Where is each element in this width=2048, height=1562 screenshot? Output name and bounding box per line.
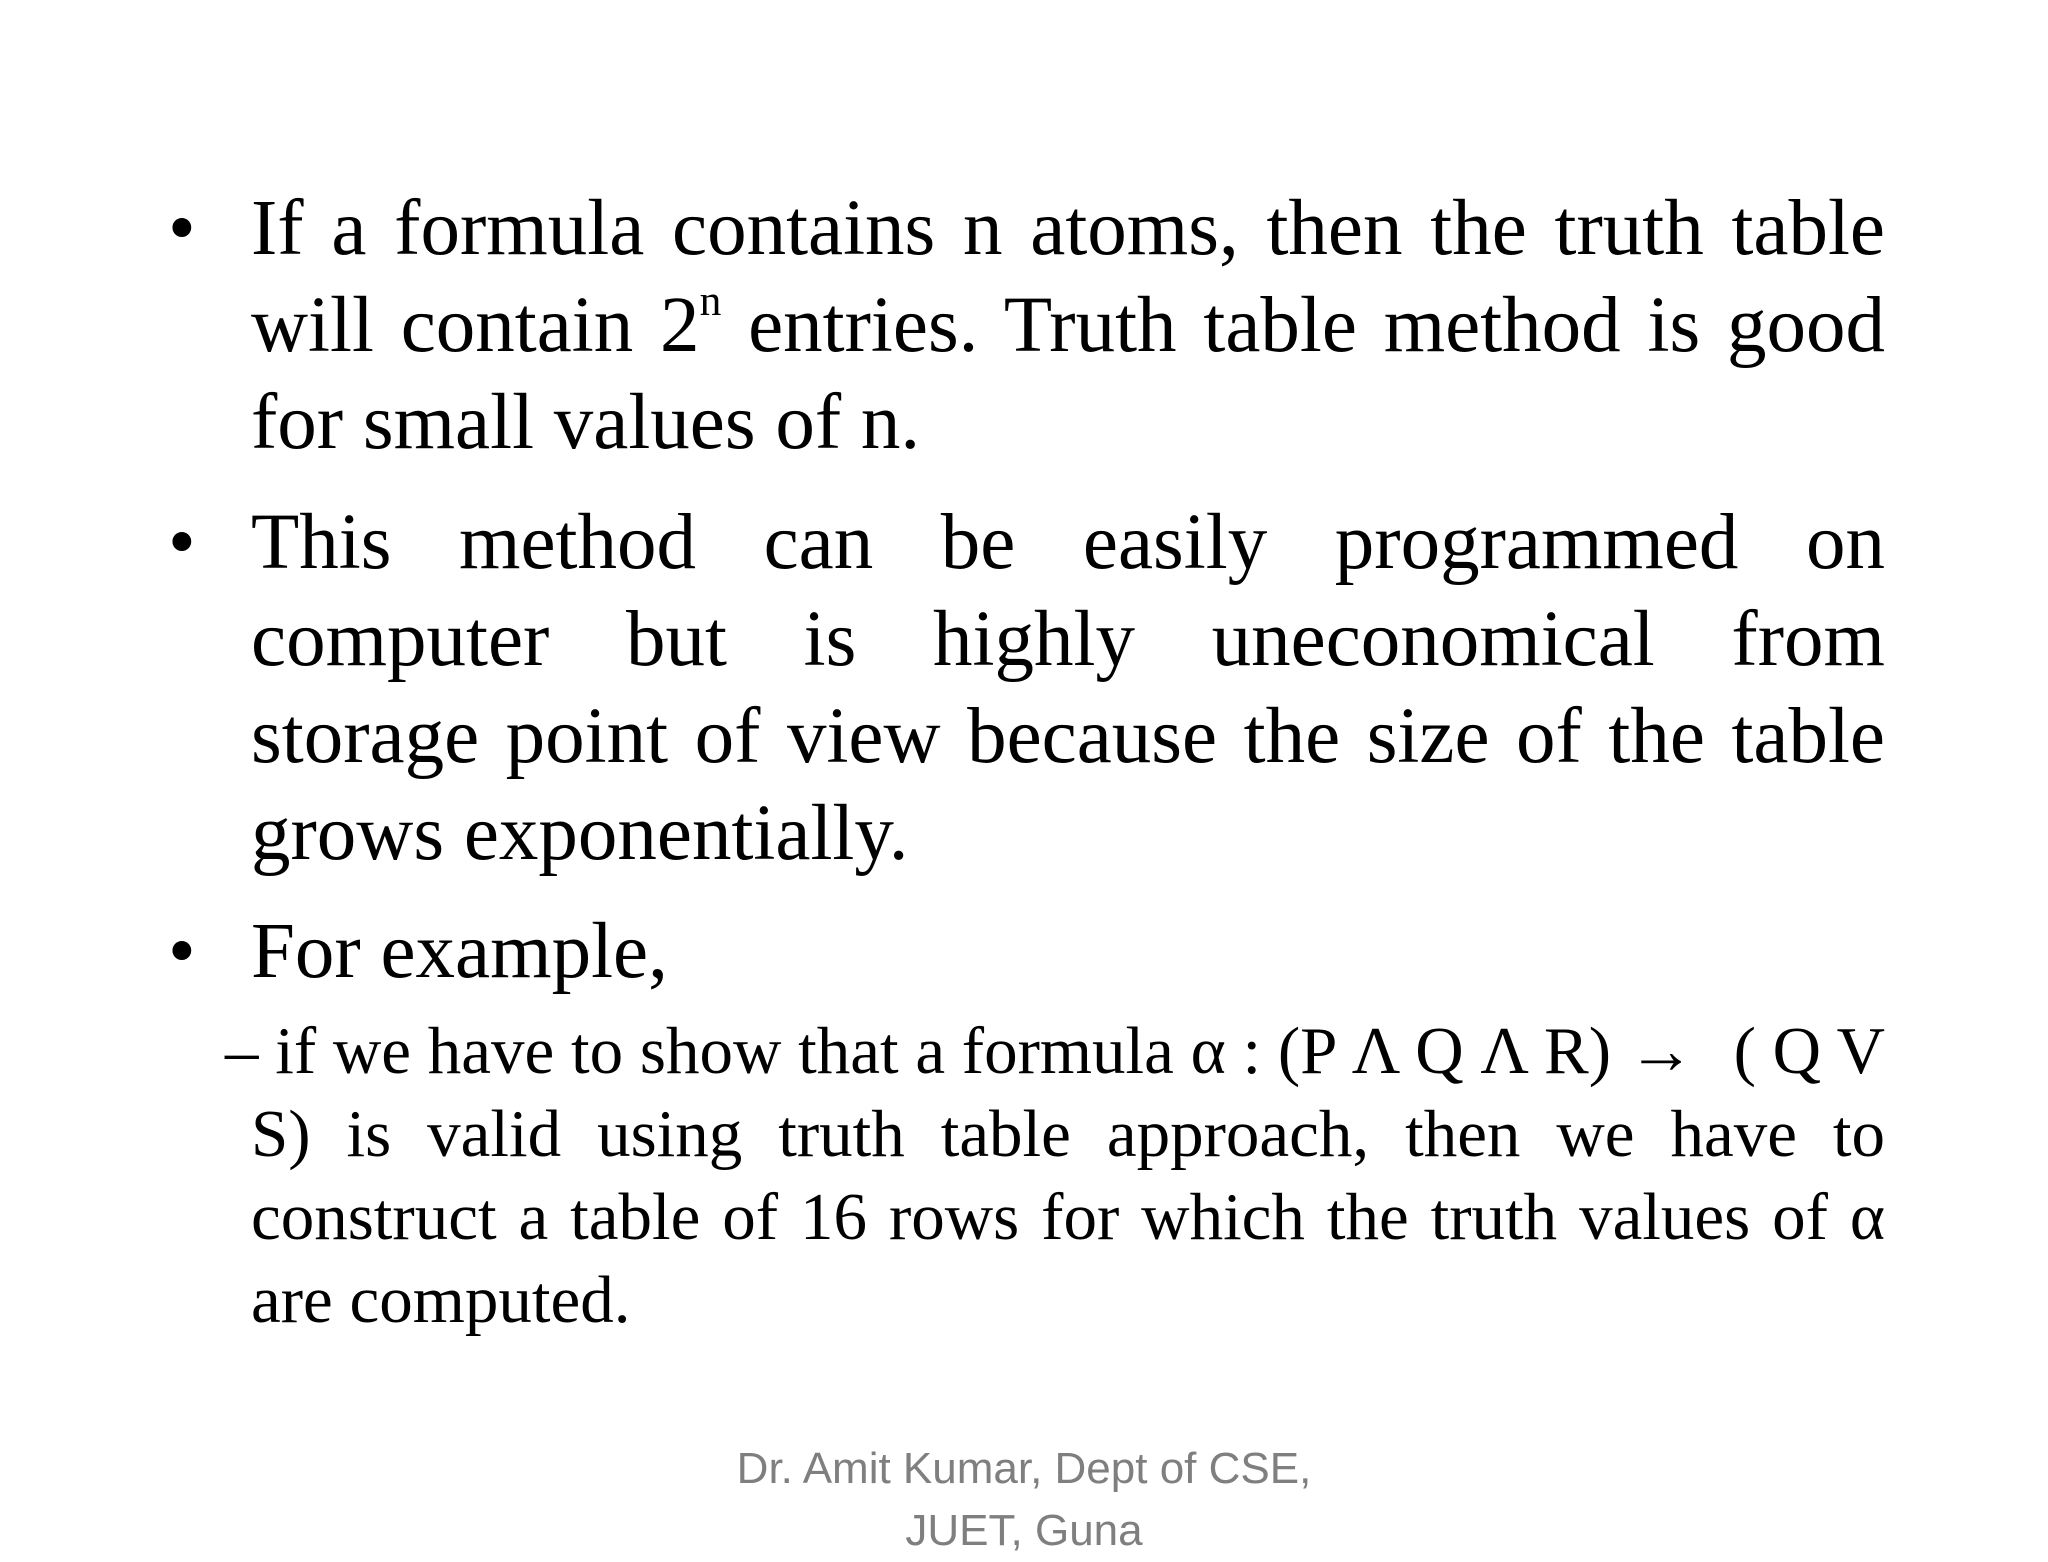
bullet-2-line-2: computer but is highly uneconomical from <box>251 596 1885 683</box>
sub-item-line-1-left <box>225 1010 1695 1093</box>
bullet-2-line-1: This method can be easily programmed on <box>251 499 1885 586</box>
bullet-3 <box>251 903 1885 1000</box>
footer-line-2: JUET, Guna <box>905 1506 1143 1555</box>
bullet-1-line-1: If a formula contains n atoms, then the truth table <box>251 185 1885 272</box>
sub-item-body <box>251 1093 1885 1342</box>
sub-item-line-1-text: if we have to show that a formula α : (P Λ Q Λ R) → <box>275 1014 1695 1088</box>
bullet-1-line-2-prefix: will contain 2 <box>251 282 700 369</box>
sub-item-line-2: S) is valid using truth table approach, then we have to <box>251 1097 1885 1171</box>
sub-item-line-3: construct a table of 16 rows for which the truth values of α <box>251 1180 1885 1254</box>
bullet-1-line-2 <box>251 277 1885 374</box>
bullet-1-line-2-rest: entries. Truth table method is good <box>748 282 1885 369</box>
exponent-superscript: n <box>699 276 722 325</box>
bullet-3-line-1: For example, <box>251 908 668 995</box>
sub-item-line-4: are computed. <box>251 1263 631 1337</box>
bullet-1-line-3: for small values of n. <box>251 379 921 466</box>
bullet-dot: • <box>168 908 196 995</box>
sub-dash: – <box>225 1014 259 1088</box>
bullet-2-line-4: grows exponentially. <box>251 790 909 877</box>
slide-footer <box>0 1438 2048 1562</box>
sub-item-line-1 <box>225 1010 1885 1093</box>
footer-line-1: Dr. Amit Kumar, Dept of CSE, <box>736 1444 1312 1493</box>
bullet-dot: • <box>168 185 196 272</box>
bullet-2 <box>251 494 1885 882</box>
bullet-dot: • <box>168 499 196 586</box>
sub-item-line-1-right: ( Q V <box>1733 1014 1885 1088</box>
bullet-2-line-3: storage point of view because the size of the table <box>251 693 1885 780</box>
bullet-1 <box>251 180 1885 471</box>
